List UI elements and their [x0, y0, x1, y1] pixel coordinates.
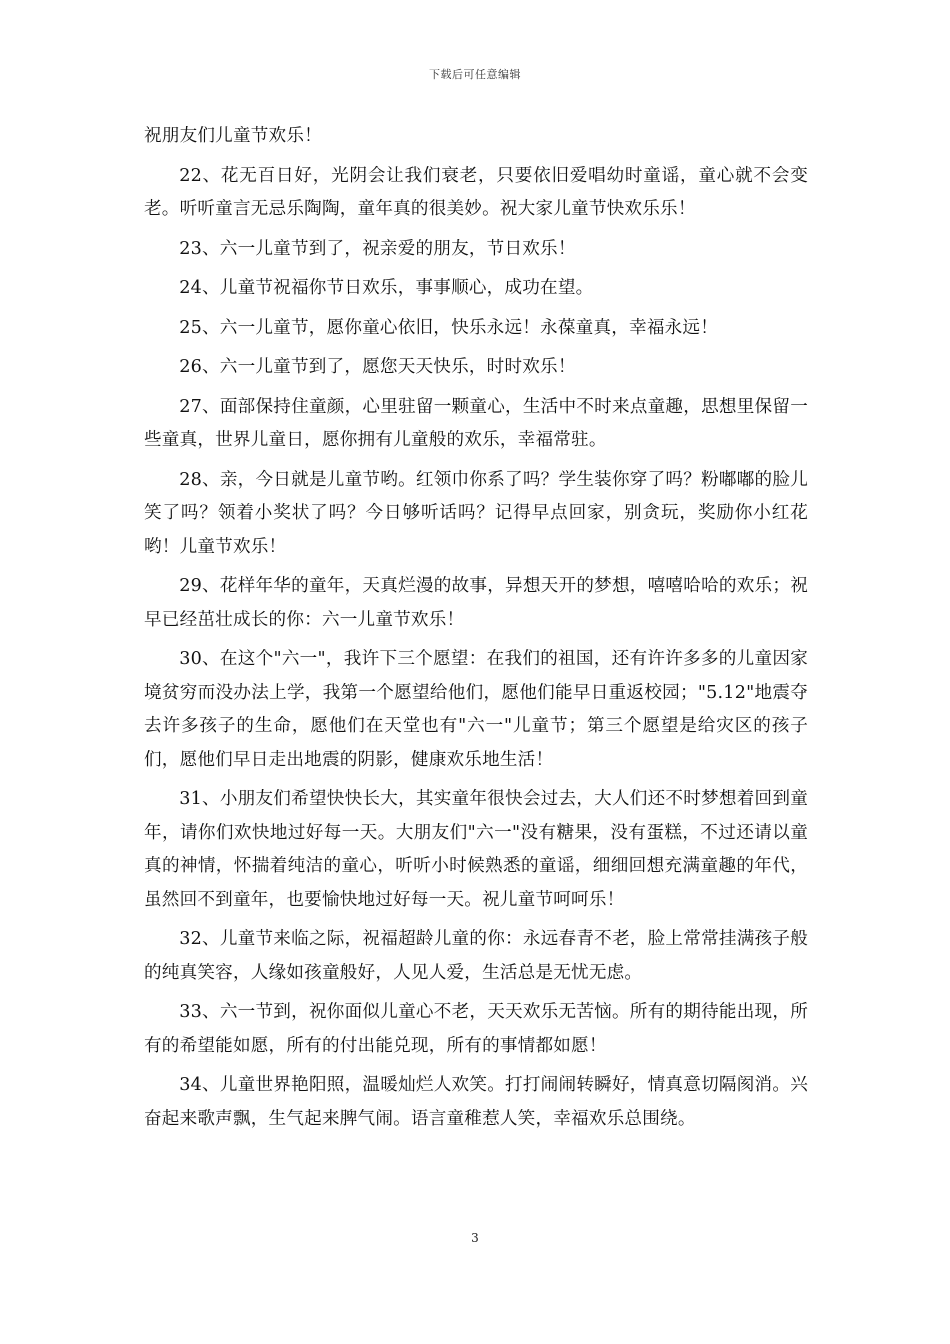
paragraph-32: 32、儿童节来临之际，祝福超龄儿童的你：永远春青不老，脸上常常挂满孩子般的纯真笑容，人缘如孩童般好，人见人爱，生活总是无忧无虑。: [144, 929, 808, 983]
page-header: 下载后可任意编辑: [429, 68, 521, 81]
paragraph-23: 23、六一儿童节到了，祝亲爱的朋友，节日欢乐！: [179, 238, 576, 259]
paragraph-34: 34、儿童世界艳阳照，温暖灿烂人欢笑。打打闹闹转瞬好，情真意切隔阂消。兴奋起来歌声飘，生气起来脾气闹。语言童稚惹人笑，幸福欢乐总围绕。: [144, 1075, 808, 1129]
paragraph-22: 22、花无百日好，光阴会让我们衰老，只要依旧爱唱幼时童谣，童心就不会变老。听听童言无忌乐陶陶，童年真的很美妙。祝大家儿童节快欢乐乐！: [144, 165, 808, 219]
paragraph-continuation: 祝朋友们儿童节欢乐！: [144, 126, 322, 146]
paragraph-28: 28、亲，今日就是儿童节哟。红领巾你系了吗？学生装你穿了吗？粉嘟嘟的脸儿笑了吗？领着小奖状了吗？今日够听话吗？记得早点回家，别贪玩，奖励你小红花哟！儿童节欢乐！: [144, 469, 808, 557]
paragraph-31: 31、小朋友们希望快快长大，其实童年很快会过去，大人们还不时梦想着回到童年，请你们欢快地过好每一天。大朋友们"六一"没有糖果，没有蛋糕，不过还请以童真的神情，怀揣着纯洁的童心，听听小时候熟悉的童谣，细细回想充满童趣的年代，虽然回不到童年，也要愉快地过好每一天。祝儿童节呵呵乐！: [144, 789, 808, 910]
paragraph-29: 29、花样年华的童年，天真烂漫的故事，异想天开的梦想，嘻嘻哈哈的欢乐；祝早已经茁壮成长的你：六一儿童节欢乐！: [144, 576, 808, 630]
paragraph-30: 30、在这个"六一"，我许下三个愿望：在我们的祖国，还有许许多多的儿童因家境贫穷而没办法上学，我第一个愿望给他们，愿他们能早日重返校园；"5.12"地震夺去许多孩子的生命，愿他们在天堂也有"六一"儿童节；第三个愿望是给灾区的孩子们，愿他们早日走出地震的阴影，健康欢乐地生活！: [144, 649, 808, 770]
paragraph-25: 25、六一儿童节，愿你童心依旧，快乐永远！永葆童真，幸福永远！: [179, 317, 718, 338]
document-body: [144, 120, 808, 1142]
paragraph-33: 33、六一节到，祝你面似儿童心不老，天天欢乐无苦恼。所有的期待能出现，所有的希望能如愿，所有的付出能兑现，所有的事情都如愿！: [144, 1002, 808, 1056]
paragraph-27: 27、面部保持住童颜，心里驻留一颗童心，生活中不时来点童趣，思想里保留一些童真，世界儿童日，愿你拥有儿童般的欢乐，幸福常驻。: [144, 396, 808, 450]
page-number: 3: [471, 1231, 479, 1245]
paragraph-24: 24、儿童节祝福你节日欢乐，事事顺心，成功在望。: [179, 278, 594, 298]
paragraph-26: 26、六一儿童节到了，愿您天天快乐，时时欢乐！: [179, 357, 576, 377]
